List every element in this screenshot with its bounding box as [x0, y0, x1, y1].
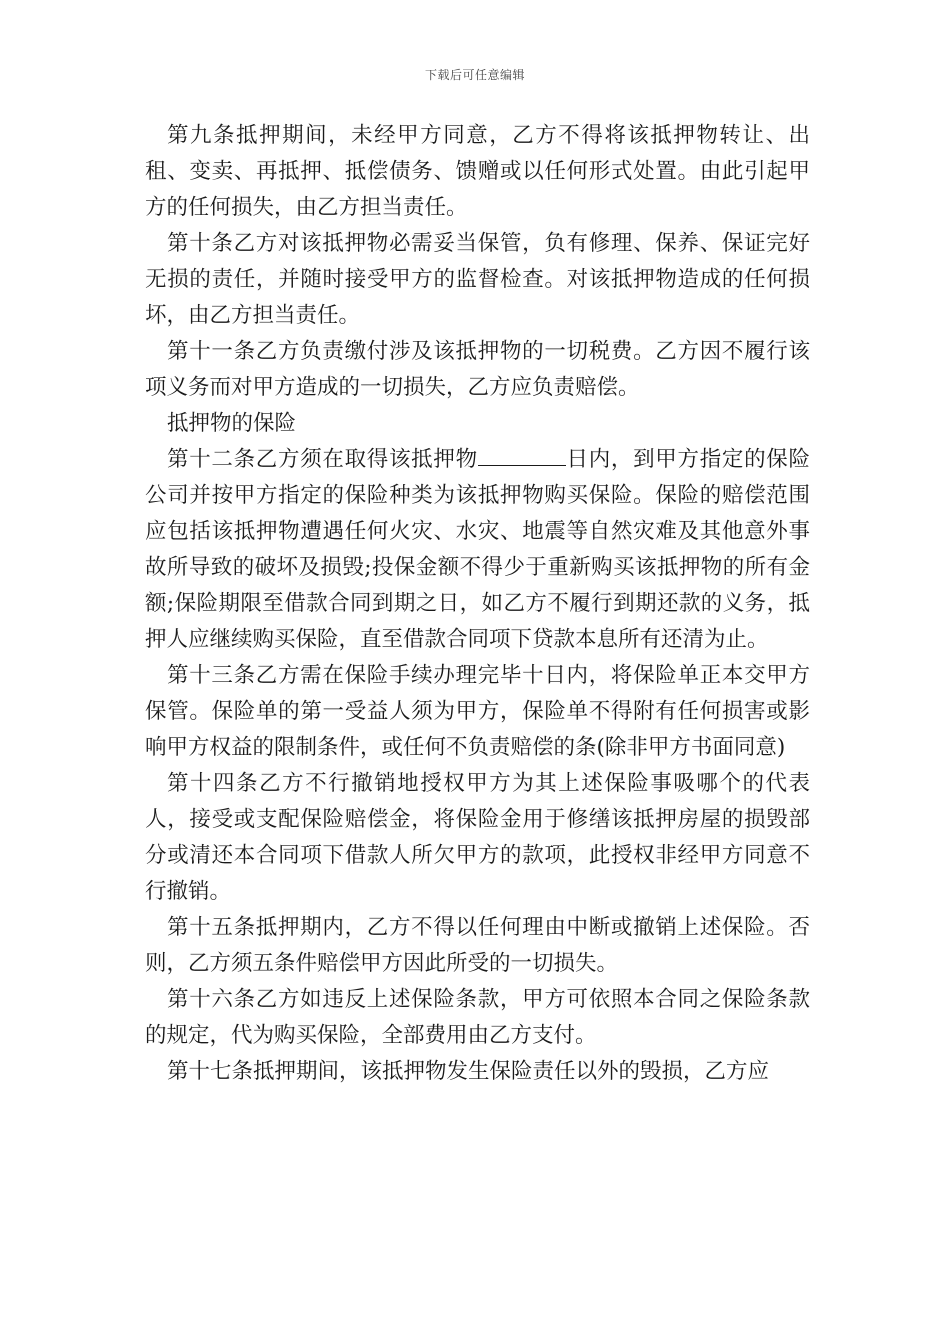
- article-12-part-1: 第十二条乙方须在取得该抵押物: [167, 447, 478, 472]
- article-9: 第九条抵押期间，未经甲方同意，乙方不得将该抵押物转让、出租、变卖、再抵押、抵偿债务、馈赠或以任何形式处置。由此引起甲方的任何损失，由乙方担当责任。: [145, 123, 810, 220]
- document-body: [145, 118, 810, 1090]
- article-14: 第十四条乙方不行撤销地授权甲方为其上述保险事吸哪个的代表人，接受或支配保险赔偿金，将保险金用于修缮该抵押房屋的损毁部分或清还本合同项下借款人所欠甲方的款项，此授权非经甲方同意不行撤销。: [145, 771, 810, 904]
- article-16: 第十六条乙方如违反上述保险条款，甲方可依照本合同之保险条款的规定，代为购买保险，全部费用由乙方支付。: [145, 987, 810, 1048]
- page-header: 下载后可任意编辑: [424, 68, 525, 82]
- fill-in-blank: [478, 445, 566, 466]
- article-12-part-2: 日内，到甲方指定的保险公司并按甲方指定的保险种类为该抵押物购买保险。保险的赔偿范围应包括该抵押物遭遇任何火灾、水灾、地震等自然灾难及其他意外事故所导致的破坏及损毁;投保金额不得少于重新购买该抵押物的所有金额;保险期限至借款合同到期之日，如乙方不履行到期还款的义务，抵押人应继续购买保险，直至借款合同项下贷款本息所有还清为止。: [145, 447, 810, 652]
- article-10: 第十条乙方对该抵押物必需妥当保管，负有修理、保养、保证完好无损的责任，并随时接受甲方的监督检查。对该抵押物造成的任何损坏，由乙方担当责任。: [145, 231, 810, 328]
- article-15: 第十五条抵押期内，乙方不得以任何理由中断或撤销上述保险。否则，乙方须五条件赔偿甲方因此所受的一切损失。: [145, 915, 810, 976]
- article-13: 第十三条乙方需在保险手续办理完毕十日内，将保险单正本交甲方保管。保险单的第一受益人须为甲方，保险单不得附有任何损害或影响甲方权益的限制条件，或任何不负责赔偿的条(除非甲方书面同意): [145, 663, 810, 760]
- article-11: 第十一条乙方负责缴付涉及该抵押物的一切税费。乙方因不履行该项义务而对甲方造成的一切损失，乙方应负责赔偿。: [145, 339, 810, 400]
- article-17: 第十七条抵押期间，该抵押物发生保险责任以外的毁损，乙方应: [167, 1059, 770, 1084]
- article-12: [145, 442, 810, 658]
- section-heading-insurance: 抵押物的保险: [167, 411, 297, 436]
